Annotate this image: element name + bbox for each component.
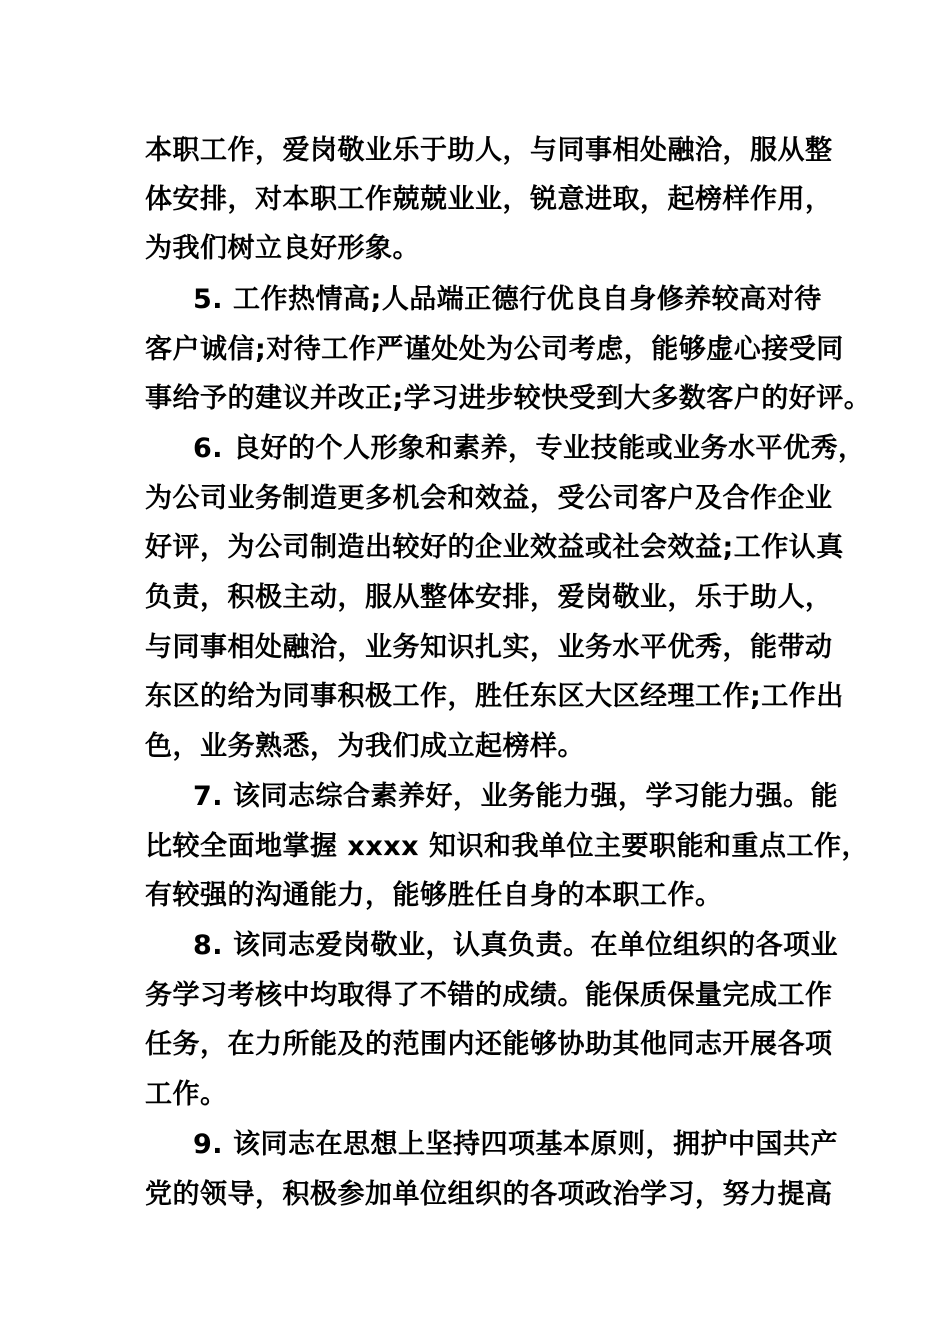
- text-line: 东区的给为同事积极工作，胜任东区大区经理工作;工作出: [145, 681, 844, 712]
- text-line: 事给予的建议并改正;学习进步较快受到大多数客户的好评。: [145, 383, 872, 414]
- paragraph-item-9: 9. 该同志在思想上坚持四项基本原则，拥护中国共产: [193, 1129, 838, 1160]
- text-line: 党的领导，积极参加单位组织的各项政治学习，努力提高: [145, 1179, 833, 1210]
- text-line: 为公司业务制造更多机会和效益，受公司客户及合作企业: [145, 483, 833, 514]
- text-line: 本职工作，爱岗敬业乐于助人，与同事相处融洽，服从整: [145, 135, 833, 166]
- text-line: 任务，在力所能及的范围内还能够协助其他同志开展各项: [145, 1029, 833, 1060]
- text-line: 为我们树立良好形象。: [145, 233, 420, 264]
- text-line: 与同事相处融洽，业务知识扎实，业务水平优秀，能带动: [145, 632, 833, 663]
- text-line: 好评，为公司制造出较好的企业效益或社会效益;工作认真: [145, 532, 844, 563]
- text-line: 工作。: [145, 1079, 228, 1110]
- paragraph-item-5: 5. 工作热情高;人品端正德行优良自身修养较高对待: [193, 284, 822, 315]
- text-line: 有较强的沟通能力，能够胜任自身的本职工作。: [145, 880, 723, 911]
- text-line: 比较全面地掌握 xxxx 知识和我单位主要职能和重点工作，: [145, 831, 869, 862]
- text-line: 负责，积极主动，服从整体安排，爱岗敬业，乐于助人，: [145, 582, 833, 613]
- text-line: 客户诚信;对待工作严谨处处为公司考虑，能够虚心接受同: [145, 334, 844, 365]
- text-line: 体安排，对本职工作兢兢业业，锐意进取，起榜样作用，: [145, 184, 833, 215]
- paragraph-item-6: 6. 良好的个人形象和素养，专业技能或业务水平优秀，: [193, 433, 866, 464]
- paragraph-item-8: 8. 该同志爱岗敬业，认真负责。在单位组织的各项业: [193, 930, 838, 961]
- paragraph-item-7: 7. 该同志综合素养好，业务能力强，学习能力强。能: [193, 781, 838, 812]
- text-line: 色，业务熟悉，为我们成立起榜样。: [145, 731, 585, 762]
- text-line: 务学习考核中均取得了不错的成绩。能保质保量完成工作: [145, 980, 833, 1011]
